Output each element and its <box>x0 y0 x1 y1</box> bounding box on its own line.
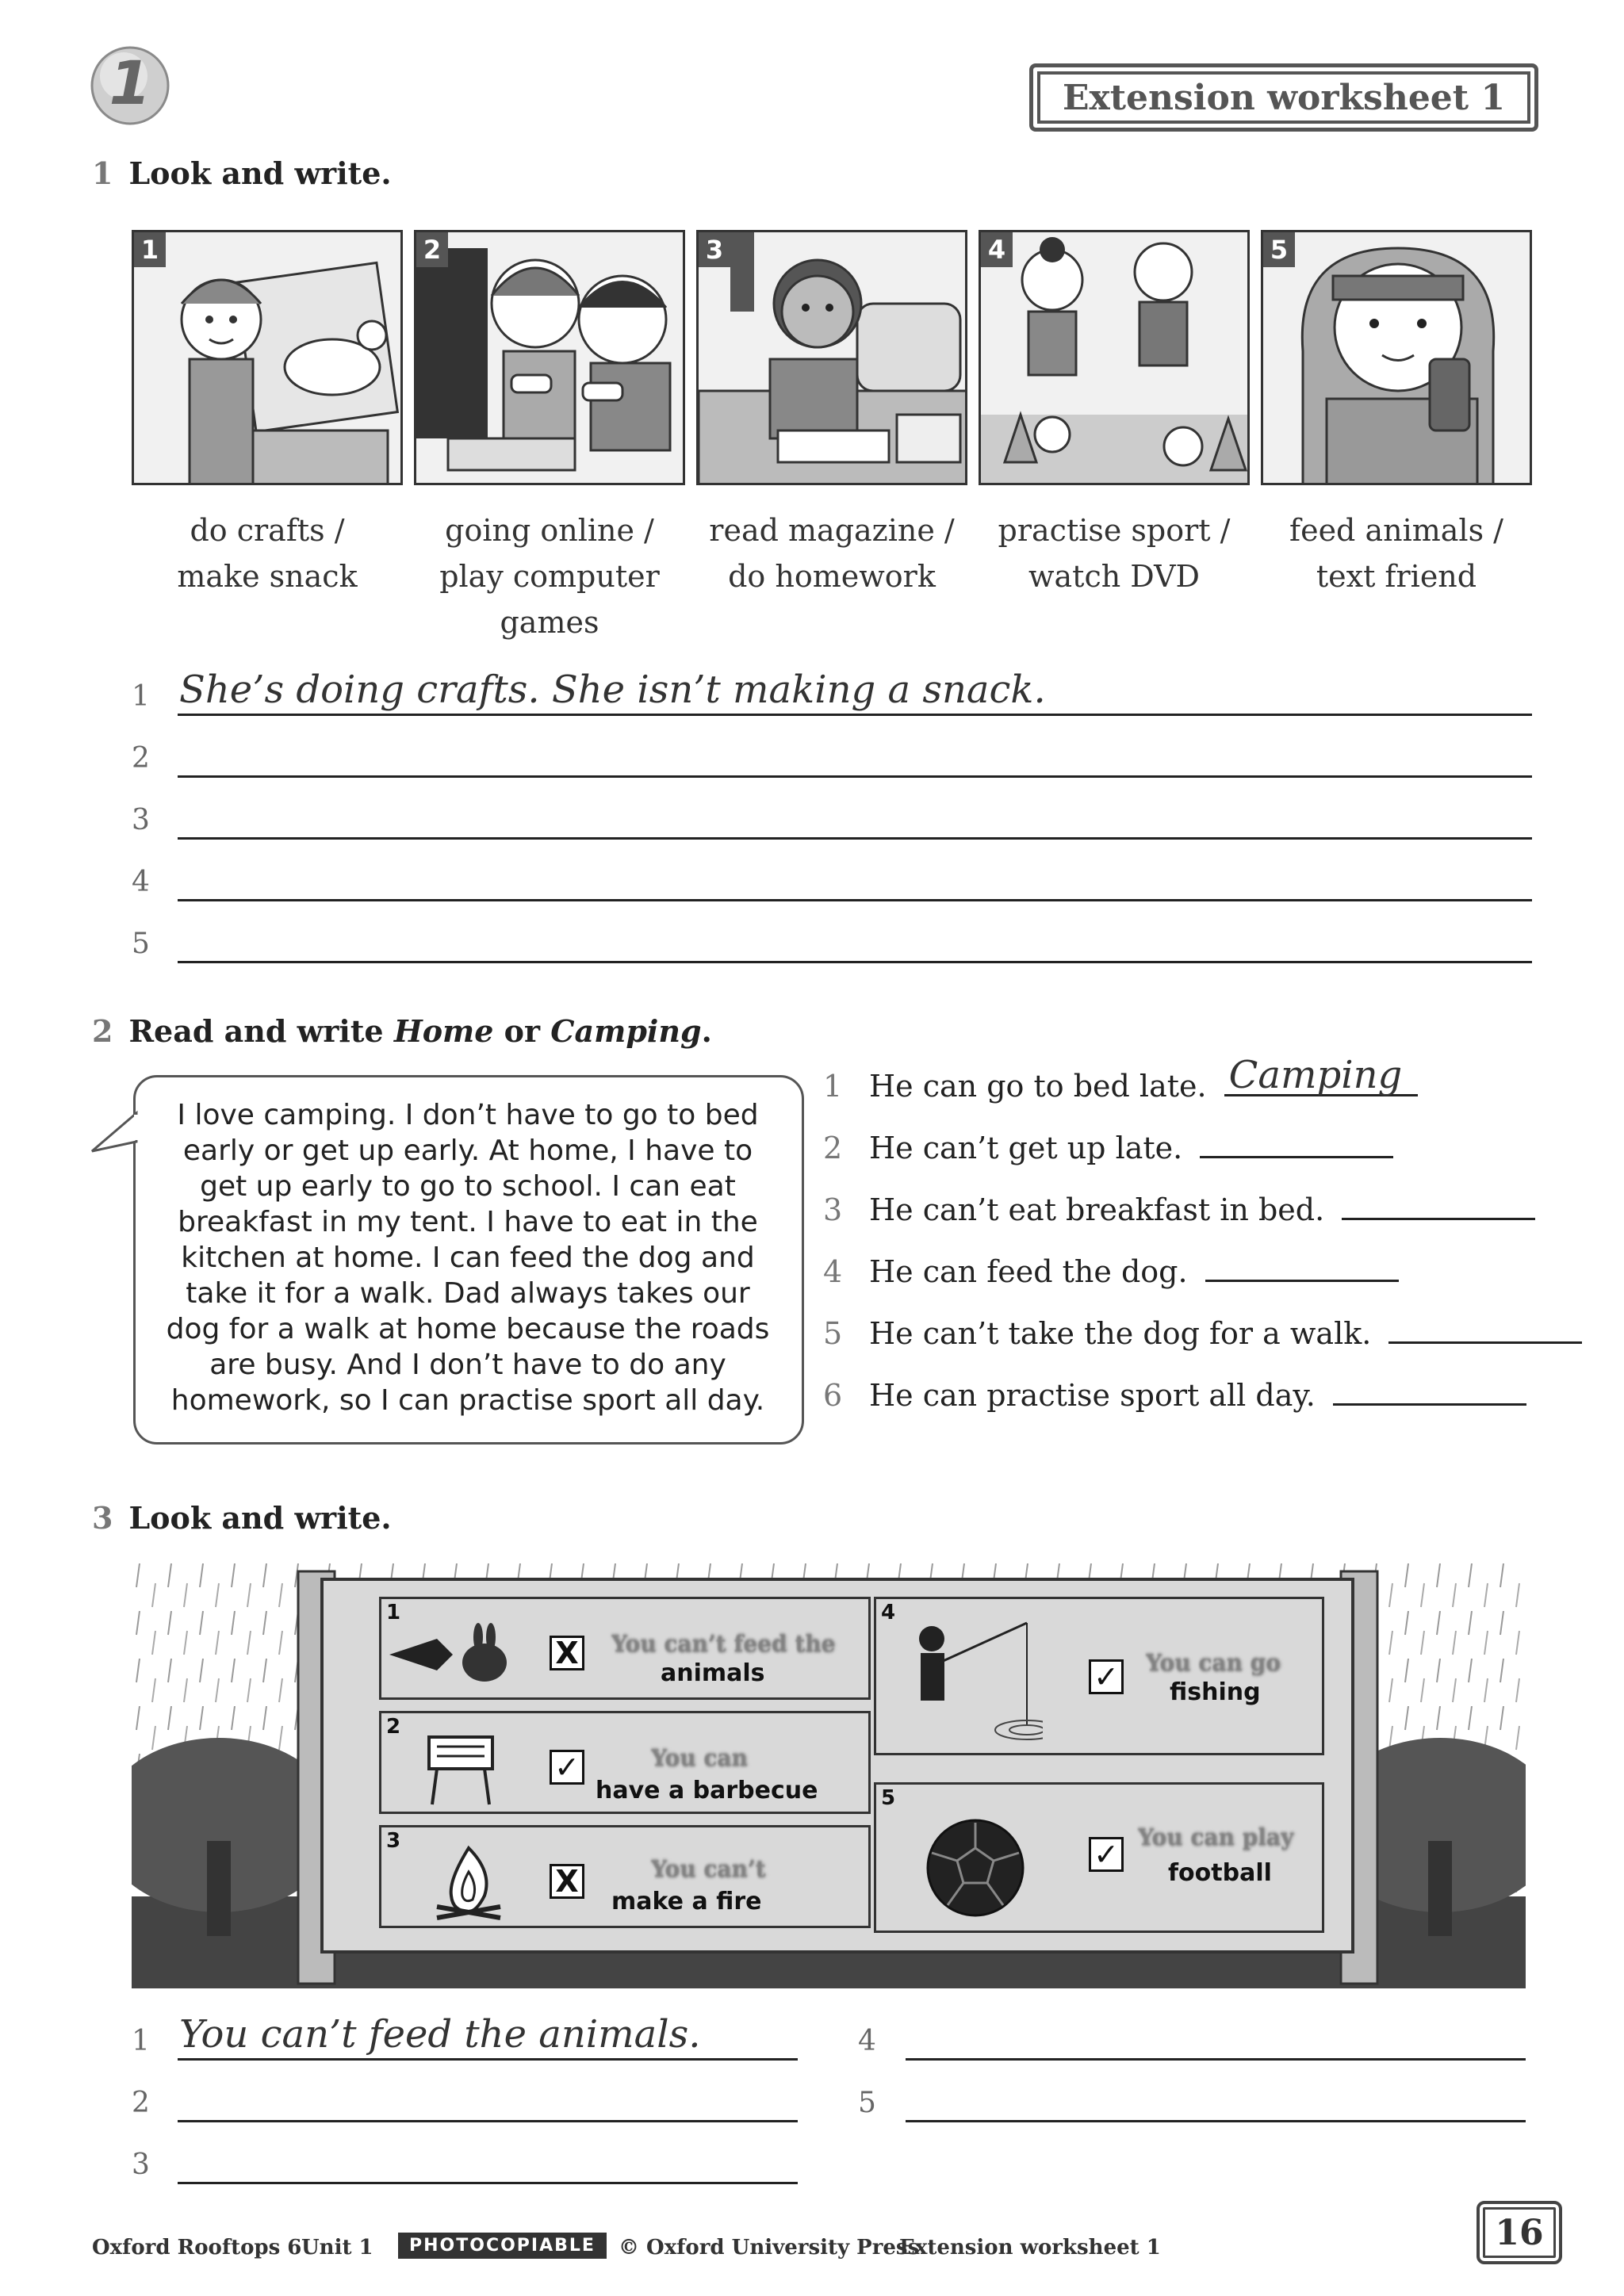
caption-line: watch DVD <box>1028 559 1200 594</box>
question-text: He can feed the dog. <box>869 1254 1188 1289</box>
question-text: He can’t get up late. <box>869 1131 1183 1165</box>
footer-book-title: Oxford Rooftops 6 <box>92 2236 302 2260</box>
girl-crafting-illustration <box>134 232 403 485</box>
answer-line-3[interactable] <box>132 2141 806 2202</box>
caption-line: do homework <box>728 559 936 594</box>
caption-line: games <box>500 605 599 640</box>
sign-rule-2 <box>379 1711 871 1814</box>
exercise-3-answer-lines-left <box>132 2012 806 2202</box>
sign-rule-4 <box>874 1597 1324 1755</box>
writing-rule[interactable] <box>178 920 1532 963</box>
exercise-3-heading <box>92 1500 392 1536</box>
caption-line: practise sport / <box>998 513 1231 548</box>
caption-line: make snack <box>177 559 358 594</box>
answer-blank[interactable] <box>1388 1311 1582 1344</box>
answer-line-1[interactable] <box>132 2012 806 2079</box>
boy-homework-illustration <box>699 232 967 485</box>
sign-rule-1 <box>379 1597 871 1700</box>
campfire-icon <box>429 1840 508 1923</box>
footer-photocopiable-badge <box>398 2233 607 2256</box>
answer-line-2[interactable] <box>132 2079 806 2141</box>
exercise-1-answer-lines <box>132 668 1532 982</box>
answer-blank[interactable] <box>1200 1126 1393 1158</box>
girl-texting-illustration <box>1263 232 1532 485</box>
smudged-text: You can go <box>1146 1650 1281 1676</box>
exercise-2-heading <box>92 1013 712 1049</box>
line-number: 5 <box>858 2087 876 2119</box>
girls-football-illustration <box>981 232 1250 485</box>
panel-number: 3 <box>699 232 730 267</box>
question-text: He can’t take the dog for a walk. <box>869 1316 1372 1351</box>
check-mark-icon: ✓ <box>1089 1659 1124 1694</box>
unit-badge-number: 1 <box>109 48 151 118</box>
line-number: 3 <box>132 804 150 836</box>
instruction-text: . <box>701 1013 712 1049</box>
answer-line-2[interactable] <box>132 734 1532 796</box>
exercise-2-number: 2 <box>92 1013 113 1049</box>
question-text: He can go to bed late. <box>869 1069 1207 1104</box>
worksheet-title: Extension worksheet 1 <box>1029 63 1538 132</box>
question-5 <box>823 1311 1616 1373</box>
handwritten-answer: Camping <box>1228 1053 1403 1097</box>
exercise-1-heading <box>92 155 392 191</box>
answer-line-3[interactable] <box>132 796 1532 858</box>
line-number: 2 <box>132 2087 150 2119</box>
sign-rule-3 <box>379 1825 871 1928</box>
cross-mark-icon: X <box>550 1636 584 1670</box>
question-number: 5 <box>823 1316 843 1351</box>
sign-rule-label: make a fire <box>611 1888 762 1915</box>
caption-line: text friend <box>1316 559 1477 594</box>
caption-line: read magazine / <box>709 513 955 548</box>
exercise-3-answer-lines-right <box>858 2017 1532 2141</box>
question-1 <box>823 1053 1616 1126</box>
panel-number: 1 <box>134 232 166 267</box>
panel-number: 4 <box>981 232 1013 267</box>
line-number: 3 <box>132 2149 150 2181</box>
football-icon <box>924 1816 1027 1919</box>
question-number: 1 <box>823 1069 843 1104</box>
fisherman-icon <box>892 1615 1043 1750</box>
writing-rule[interactable] <box>906 2079 1526 2122</box>
picture-panel-5 <box>1261 230 1532 485</box>
writing-rule[interactable] <box>178 2079 798 2122</box>
exercise-3-number: 3 <box>92 1500 113 1536</box>
instruction-text: or <box>493 1013 551 1049</box>
answer-line-4[interactable] <box>132 858 1532 920</box>
speech-bubble-tail <box>89 1110 140 1158</box>
caption-line: going online / <box>445 513 654 548</box>
sign-rule-5 <box>874 1782 1324 1933</box>
instruction-text: Read and write <box>128 1013 394 1049</box>
writing-rule[interactable] <box>906 2017 1526 2061</box>
answer-line-5[interactable] <box>858 2079 1532 2141</box>
answer-blank[interactable] <box>1205 1249 1399 1282</box>
handwritten-answer: You can’t feed the animals. <box>179 2012 701 2057</box>
footer-copyright: © Oxford University Press <box>619 2236 920 2260</box>
picture-panel-4 <box>979 230 1250 485</box>
question-4 <box>823 1249 1616 1311</box>
kids-gaming-illustration <box>416 232 685 485</box>
picture-panel-1 <box>132 230 403 485</box>
exercise-3-instruction: Look and write. <box>128 1500 392 1536</box>
writing-rule[interactable] <box>178 2141 798 2184</box>
exercise-2-questions <box>823 1053 1616 1435</box>
answer-blank[interactable] <box>1342 1188 1535 1220</box>
smudged-text: You can’t <box>651 1856 766 1882</box>
answer-line-1[interactable] <box>132 668 1532 734</box>
panel-number: 5 <box>1263 232 1295 267</box>
footer-worksheet: Extension worksheet 1 <box>899 2236 1161 2260</box>
campsite-sign-scene <box>132 1563 1526 1988</box>
sign-rule-number: 5 <box>881 1786 896 1810</box>
question-number: 2 <box>823 1131 843 1165</box>
sign-rule-number: 4 <box>881 1601 896 1624</box>
line-number: 4 <box>858 2025 876 2057</box>
caption-line: do crafts / <box>190 513 345 548</box>
question-6 <box>823 1373 1616 1435</box>
question-number: 6 <box>823 1378 843 1413</box>
line-number: 1 <box>132 2025 150 2057</box>
panel-caption-4 <box>979 507 1250 599</box>
question-text: He can practise sport all day. <box>869 1378 1316 1413</box>
cross-mark-icon: X <box>550 1864 584 1899</box>
exercise-1-instruction: Look and write. <box>128 155 392 191</box>
handwritten-answer: She’s doing crafts. She isn’t making a snack. <box>179 668 1046 712</box>
question-2 <box>823 1126 1616 1188</box>
writing-rule[interactable] <box>178 858 1532 901</box>
answer-line-5[interactable] <box>132 920 1532 982</box>
panel-caption-1 <box>132 507 403 599</box>
instruction-word-camping: Camping <box>550 1013 702 1049</box>
smudged-text: You can’t feed the <box>611 1631 836 1657</box>
sign-rule-label: have a barbecue <box>596 1777 818 1804</box>
unit-badge <box>89 44 171 127</box>
sign-rule-number: 2 <box>386 1715 401 1739</box>
panel-caption-3 <box>696 507 967 599</box>
sign-rule-label: football <box>1168 1859 1272 1887</box>
barbecue-icon <box>421 1729 500 1808</box>
footer-unit: Unit 1 <box>301 2236 373 2260</box>
question-number: 4 <box>823 1254 843 1289</box>
caption-line: play computer <box>439 559 660 594</box>
answer-blank[interactable] <box>1333 1373 1526 1406</box>
picture-panel-3 <box>696 230 967 485</box>
hand-and-rabbit-icon <box>389 1615 516 1694</box>
question-text: He can’t eat breakfast in bed. <box>869 1192 1325 1227</box>
answer-line-4[interactable] <box>858 2017 1532 2079</box>
instruction-word-home: Home <box>393 1013 494 1049</box>
question-3 <box>823 1188 1616 1249</box>
photocopiable-label: PHOTOCOPIABLE <box>398 2233 607 2259</box>
line-number: 1 <box>132 680 150 713</box>
answer-blank[interactable] <box>1224 1053 1418 1097</box>
caption-line: feed animals / <box>1289 513 1503 548</box>
writing-rule[interactable] <box>178 796 1532 840</box>
writing-rule[interactable] <box>178 734 1532 778</box>
panel-caption-5 <box>1261 507 1532 599</box>
line-number: 4 <box>132 866 150 898</box>
speech-bubble-text: I love camping. I don’t have to go to bed early or get up early. At home, I have to get up early to go to school. I can eat breakfast in my tent. I have to eat in the kitchen at home. I can feed the dog and take it for a walk. Dad always takes our dog for a walk at home because the roads are busy. And I don’t have to do any homework, so I can practise sport all day. <box>166 1099 770 1417</box>
smudged-text: You can <box>651 1745 748 1771</box>
picture-panel-2 <box>414 230 685 485</box>
line-number: 5 <box>132 928 150 960</box>
sign-rule-number: 1 <box>386 1601 401 1624</box>
sign-rule-label: animals <box>661 1659 765 1687</box>
exercise-1-number: 1 <box>92 155 113 191</box>
question-number: 3 <box>823 1192 843 1227</box>
check-mark-icon: ✓ <box>550 1750 584 1785</box>
panel-caption-2 <box>414 507 685 645</box>
sign-rule-number: 3 <box>386 1829 401 1853</box>
smudged-text: You can play <box>1138 1824 1294 1850</box>
check-mark-icon: ✓ <box>1089 1837 1124 1872</box>
sign-rule-label: fishing <box>1170 1678 1261 1706</box>
page-number: 16 <box>1477 2201 1562 2264</box>
line-number: 2 <box>132 742 150 775</box>
panel-number: 2 <box>416 232 448 267</box>
